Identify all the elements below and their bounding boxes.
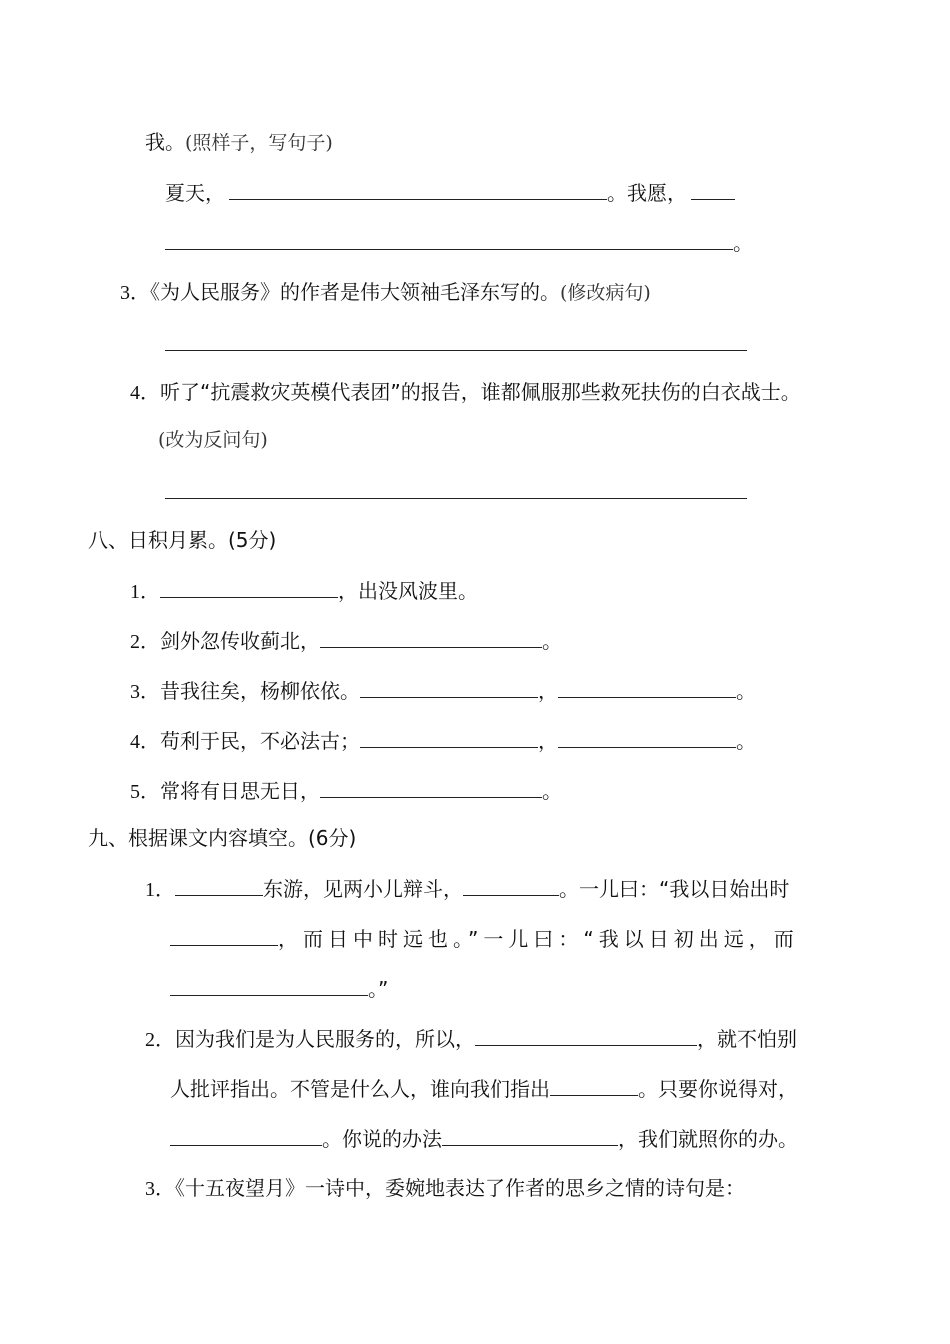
- text: 。我愿，: [607, 181, 687, 205]
- item-number: 3．: [130, 681, 160, 703]
- q8-item4: [130, 725, 756, 755]
- answer-blank[interactable]: [691, 177, 735, 200]
- text: 。: [542, 629, 562, 653]
- instruction-note: (修改病句): [560, 282, 651, 304]
- text: 东游，见两小儿辩斗，: [263, 877, 463, 901]
- text: 。你说的办法: [322, 1127, 442, 1151]
- answer-blank[interactable]: [442, 1123, 618, 1146]
- text: 。只要你说得对，: [638, 1077, 798, 1101]
- answer-line[interactable]: [165, 350, 747, 351]
- q9-item3: [145, 1173, 745, 1203]
- text: 苟利于民，不必法古；: [160, 729, 360, 753]
- q9-item2-line3: [170, 1123, 798, 1153]
- item-number: 2．: [145, 1029, 175, 1051]
- item-number: 1．: [130, 581, 160, 603]
- text: 。”: [368, 977, 389, 1001]
- item-number: 4．: [130, 382, 160, 404]
- text: 。: [736, 679, 756, 703]
- item-number: 2．: [130, 631, 160, 653]
- answer-blank[interactable]: [229, 177, 607, 200]
- q9-item1-line1: [145, 873, 789, 903]
- answer-blank[interactable]: [360, 725, 538, 748]
- text: 我。: [145, 130, 185, 154]
- q9-item1-line2: [170, 923, 799, 953]
- answer-blank[interactable]: [558, 725, 736, 748]
- text: 。: [736, 729, 756, 753]
- answer-blank[interactable]: [320, 775, 542, 798]
- section-title: 九、根据课文内容填空。(6分): [88, 826, 357, 850]
- answer-blank[interactable]: [550, 1073, 638, 1096]
- q7-item2-line2: [165, 177, 735, 207]
- text: 。一儿曰：“我以日始出时: [559, 877, 790, 901]
- text: ，而日中时远也。”一儿曰：“我以日初出远，而: [278, 927, 799, 951]
- text: 《十五夜望月》一诗中，委婉地表达了作者的思乡之情的诗句是：: [175, 1176, 745, 1200]
- q8-item5: [130, 775, 562, 805]
- text: ，: [538, 679, 558, 703]
- instruction-note: (改为反问句): [158, 429, 268, 451]
- q8-item1: [130, 575, 478, 605]
- text: 昔我往矣，杨柳依依。: [160, 679, 360, 703]
- section-title: 八、日积月累。(5分): [88, 528, 277, 552]
- answer-blank[interactable]: [475, 1023, 697, 1046]
- item-number: 4．: [130, 731, 160, 753]
- q8-item2: [130, 625, 562, 655]
- text: 人批评指出。不管是什么人，谁向我们指出: [170, 1077, 550, 1101]
- answer-blank[interactable]: [170, 973, 368, 996]
- answer-blank[interactable]: [463, 873, 559, 896]
- text: ，: [538, 729, 558, 753]
- item-number: 1．: [145, 879, 175, 901]
- q8-item3: [130, 675, 756, 705]
- answer-blank[interactable]: [558, 675, 736, 698]
- answer-blank[interactable]: [360, 675, 538, 698]
- answer-blank[interactable]: [320, 625, 542, 648]
- answer-blank[interactable]: [160, 575, 338, 598]
- text: 听了“抗震救灾英模代表团”的报告，谁都佩服那些救死扶伤的白衣战士。: [160, 380, 801, 404]
- q7-item3: [120, 277, 651, 307]
- answer-blank[interactable]: [165, 227, 733, 250]
- item-number: 5．: [130, 781, 160, 803]
- item-number: 3．: [120, 282, 150, 304]
- q7-item4: [130, 377, 801, 407]
- text: 常将有日思无日，: [160, 779, 320, 803]
- q9-item2-line1: [145, 1023, 797, 1053]
- text: 。: [542, 779, 562, 803]
- instruction-note: (照样子，写句子): [185, 132, 333, 154]
- text: 夏天，: [165, 181, 225, 205]
- text: 剑外忽传收蓟北，: [160, 629, 320, 653]
- q7-item2-line3: [165, 227, 753, 257]
- text: 《为人民服务》的作者是伟大领袖毛泽东写的。: [150, 280, 560, 304]
- q9-item1-line3: [170, 973, 388, 1003]
- q7-item2-line1: [145, 127, 333, 157]
- q9-item2-line2: [170, 1073, 798, 1103]
- item-number: 3．: [145, 1178, 175, 1200]
- text: ，就不怕别: [697, 1027, 797, 1051]
- text: 。: [733, 231, 753, 255]
- text: 因为我们是为人民服务的，所以，: [175, 1027, 475, 1051]
- answer-blank[interactable]: [170, 1123, 322, 1146]
- answer-line[interactable]: [165, 498, 747, 499]
- text: ，我们就照你的办。: [618, 1127, 798, 1151]
- answer-blank[interactable]: [175, 873, 263, 896]
- text: ，出没风波里。: [338, 579, 478, 603]
- answer-blank[interactable]: [170, 923, 278, 946]
